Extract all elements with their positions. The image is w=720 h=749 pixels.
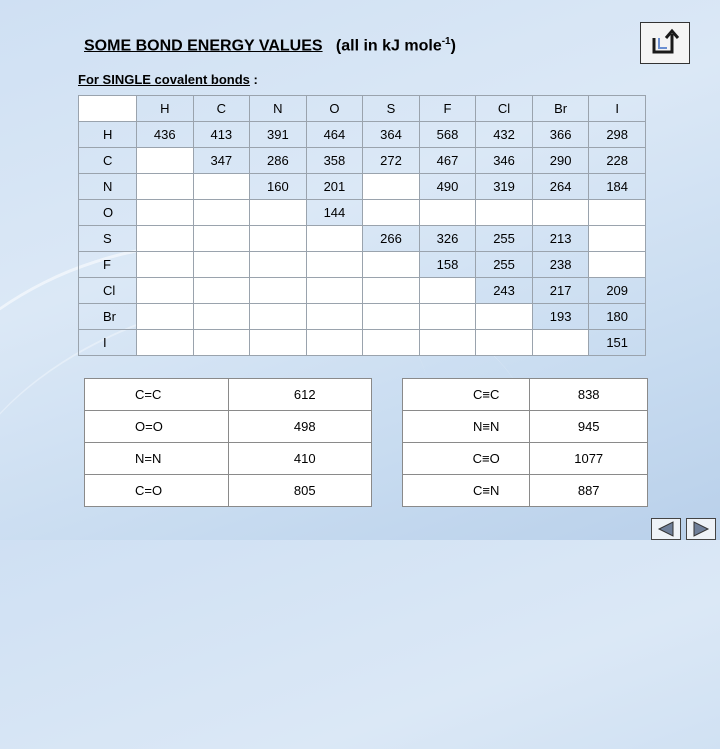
column-header: Cl bbox=[476, 96, 533, 122]
table-cell: 255 bbox=[476, 226, 533, 252]
table-cell bbox=[137, 200, 194, 226]
table-cell: 347 bbox=[193, 148, 250, 174]
table-cell bbox=[589, 252, 646, 278]
page-title bbox=[84, 36, 456, 55]
table-cell bbox=[193, 226, 250, 252]
table-header-row bbox=[79, 96, 646, 122]
bond-label: N≡N bbox=[403, 411, 530, 443]
subtitle-colon: : bbox=[249, 72, 258, 87]
triple-bond-table bbox=[402, 378, 648, 507]
table-cell: 144 bbox=[306, 200, 363, 226]
table-row bbox=[403, 475, 648, 507]
table-cell: 358 bbox=[306, 148, 363, 174]
table-cell bbox=[419, 330, 476, 356]
bond-energy-value: 945 bbox=[530, 411, 648, 443]
column-header: H bbox=[137, 96, 194, 122]
table-cell bbox=[419, 200, 476, 226]
table-row bbox=[403, 379, 648, 411]
table-cell bbox=[476, 330, 533, 356]
bond-label: C≡O bbox=[403, 443, 530, 475]
table-cell: 201 bbox=[306, 174, 363, 200]
column-header: Br bbox=[532, 96, 589, 122]
table-row bbox=[85, 411, 372, 443]
table-cell: 243 bbox=[476, 278, 533, 304]
bond-label: C≡N bbox=[403, 475, 530, 507]
column-header: N bbox=[250, 96, 307, 122]
table-cell bbox=[137, 252, 194, 278]
table-cell bbox=[250, 226, 307, 252]
table-cell bbox=[589, 200, 646, 226]
next-slide-button[interactable] bbox=[686, 518, 716, 540]
column-header: S bbox=[363, 96, 420, 122]
column-header: O bbox=[306, 96, 363, 122]
table-cell: 286 bbox=[250, 148, 307, 174]
table-cell: 436 bbox=[137, 122, 194, 148]
table-cell: 255 bbox=[476, 252, 533, 278]
row-header: N bbox=[79, 174, 137, 200]
bond-energy-value: 612 bbox=[228, 379, 372, 411]
title-unit-prefix: (all in kJ mole bbox=[335, 37, 442, 55]
row-header: H bbox=[79, 122, 137, 148]
subtitle bbox=[78, 72, 258, 87]
row-header: Cl bbox=[79, 278, 137, 304]
table-cell bbox=[363, 330, 420, 356]
table-cell bbox=[193, 200, 250, 226]
prev-triangle-icon bbox=[656, 521, 676, 537]
table-cell: 272 bbox=[363, 148, 420, 174]
table-cell: 319 bbox=[476, 174, 533, 200]
table-cell: 391 bbox=[250, 122, 307, 148]
table-cell: 180 bbox=[589, 304, 646, 330]
table-cell bbox=[193, 330, 250, 356]
table-cell: 238 bbox=[532, 252, 589, 278]
column-header: C bbox=[193, 96, 250, 122]
table-cell: 366 bbox=[532, 122, 589, 148]
column-header: F bbox=[419, 96, 476, 122]
corner-cell bbox=[79, 96, 137, 122]
table-cell: 193 bbox=[532, 304, 589, 330]
subtitle-text: For SINGLE covalent bonds bbox=[78, 72, 250, 87]
table-cell: 290 bbox=[532, 148, 589, 174]
bond-label: C≡C bbox=[403, 379, 530, 411]
title-unit-suffix: ) bbox=[450, 37, 456, 55]
row-header: I bbox=[79, 330, 137, 356]
table-cell bbox=[137, 148, 194, 174]
table-cell bbox=[476, 200, 533, 226]
table-row bbox=[79, 278, 646, 304]
table-cell: 209 bbox=[589, 278, 646, 304]
table-row bbox=[79, 122, 646, 148]
table-row bbox=[85, 475, 372, 507]
table-row bbox=[403, 443, 648, 475]
table-cell bbox=[250, 200, 307, 226]
row-header: O bbox=[79, 200, 137, 226]
table-row bbox=[79, 330, 646, 356]
table-cell bbox=[306, 278, 363, 304]
table-cell: 184 bbox=[589, 174, 646, 200]
bond-energy-value: 410 bbox=[228, 443, 372, 475]
bond-energy-value: 805 bbox=[228, 475, 372, 507]
table-cell bbox=[363, 200, 420, 226]
table-cell bbox=[363, 304, 420, 330]
row-header: F bbox=[79, 252, 137, 278]
table-cell bbox=[193, 252, 250, 278]
table-cell: 490 bbox=[419, 174, 476, 200]
table-cell: 467 bbox=[419, 148, 476, 174]
table-cell: 213 bbox=[532, 226, 589, 252]
table-cell bbox=[250, 252, 307, 278]
table-cell: 158 bbox=[419, 252, 476, 278]
table-row bbox=[79, 252, 646, 278]
table-row bbox=[79, 174, 646, 200]
row-header: Br bbox=[79, 304, 137, 330]
bond-label: N=N bbox=[85, 443, 229, 475]
table-cell bbox=[306, 304, 363, 330]
table-cell bbox=[137, 174, 194, 200]
table-cell bbox=[306, 252, 363, 278]
table-cell bbox=[306, 330, 363, 356]
table-cell bbox=[193, 304, 250, 330]
bond-label: O=O bbox=[85, 411, 229, 443]
bond-energy-value: 498 bbox=[228, 411, 372, 443]
table-cell: 364 bbox=[363, 122, 420, 148]
table-cell: 346 bbox=[476, 148, 533, 174]
table-cell: 151 bbox=[589, 330, 646, 356]
table-cell bbox=[363, 278, 420, 304]
bond-energy-value: 1077 bbox=[530, 443, 648, 475]
table-cell: 266 bbox=[363, 226, 420, 252]
return-button[interactable] bbox=[640, 22, 690, 64]
bond-label: C=O bbox=[85, 475, 229, 507]
previous-slide-button[interactable] bbox=[651, 518, 681, 540]
table-row bbox=[79, 304, 646, 330]
table-row bbox=[79, 226, 646, 252]
table-cell: 264 bbox=[532, 174, 589, 200]
table-cell bbox=[419, 304, 476, 330]
table-cell: 217 bbox=[532, 278, 589, 304]
double-bond-table bbox=[84, 378, 372, 507]
table-cell bbox=[137, 226, 194, 252]
table-cell bbox=[193, 278, 250, 304]
table-row bbox=[79, 148, 646, 174]
table-cell bbox=[532, 330, 589, 356]
table-cell bbox=[363, 174, 420, 200]
title-unit-sup: -1 bbox=[441, 36, 451, 47]
table-row bbox=[85, 443, 372, 475]
table-cell bbox=[250, 304, 307, 330]
table-cell: 464 bbox=[306, 122, 363, 148]
table-cell: 413 bbox=[193, 122, 250, 148]
row-header: C bbox=[79, 148, 137, 174]
single-bond-energy-table bbox=[78, 95, 646, 356]
title-main: SOME BOND ENERGY VALUES bbox=[84, 37, 323, 55]
table-cell: 432 bbox=[476, 122, 533, 148]
row-header: S bbox=[79, 226, 137, 252]
table-cell: 160 bbox=[250, 174, 307, 200]
table-cell: 568 bbox=[419, 122, 476, 148]
table-cell bbox=[137, 304, 194, 330]
table-cell bbox=[419, 278, 476, 304]
table-cell bbox=[250, 330, 307, 356]
table-cell bbox=[476, 304, 533, 330]
table-cell bbox=[137, 278, 194, 304]
bond-energy-value: 838 bbox=[530, 379, 648, 411]
return-arrow-icon bbox=[650, 28, 680, 58]
table-row bbox=[403, 411, 648, 443]
table-cell bbox=[306, 226, 363, 252]
next-triangle-icon bbox=[691, 521, 711, 537]
table-cell bbox=[137, 330, 194, 356]
bond-label: C=C bbox=[85, 379, 229, 411]
table-cell: 326 bbox=[419, 226, 476, 252]
table-row bbox=[85, 379, 372, 411]
table-cell bbox=[250, 278, 307, 304]
table-cell bbox=[193, 174, 250, 200]
table-cell bbox=[589, 226, 646, 252]
column-header: I bbox=[589, 96, 646, 122]
bond-energy-value: 887 bbox=[530, 475, 648, 507]
table-cell bbox=[532, 200, 589, 226]
table-cell bbox=[363, 252, 420, 278]
table-row bbox=[79, 200, 646, 226]
table-cell: 228 bbox=[589, 148, 646, 174]
table-cell: 298 bbox=[589, 122, 646, 148]
